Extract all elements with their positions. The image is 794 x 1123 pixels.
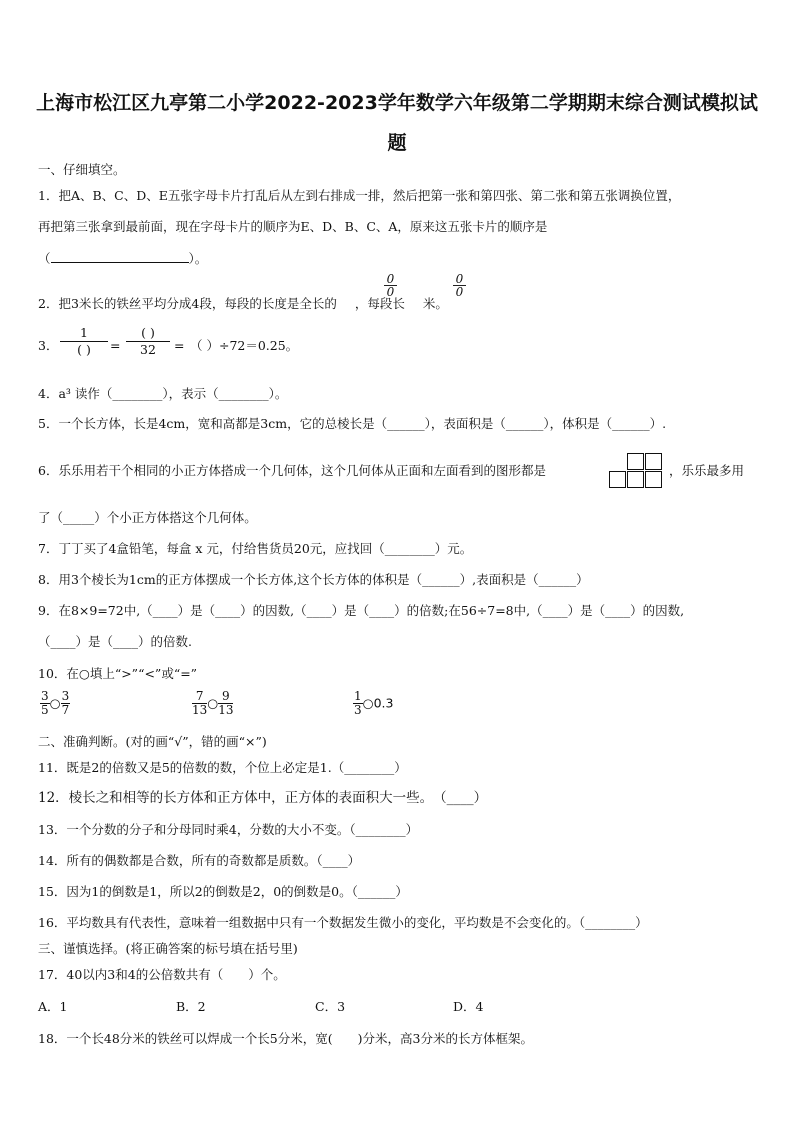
question-2-text-c: 米。 [422, 296, 448, 311]
question-6-part-c: 了（_____）个小正方体搭这个几何体。 [38, 510, 257, 525]
fraction-blank-1 [384, 273, 397, 298]
denominator: 3 [354, 703, 362, 717]
equals-sign-2: = [174, 338, 185, 353]
question-4: 4．a³ 读作（________），表示（________）。 [38, 386, 288, 401]
question-9-line2: （____）是（____）的倍数. [38, 634, 192, 649]
q3-fraction-1 [60, 325, 108, 358]
fraction [40, 690, 50, 717]
close-paren: ）。 [188, 251, 208, 266]
answer-blank[interactable] [51, 250, 189, 263]
question-5: 5．一个长方体，长是4cm，宽和高都是3cm，它的总棱长是（______），表面积是（______），体积是（______）. [38, 416, 667, 431]
option-b[interactable]: B．2 [176, 999, 206, 1014]
q3-numerator: 1 [60, 325, 108, 342]
compare-circle[interactable]: ○ [207, 695, 219, 711]
page-title-continued: 题 [387, 132, 407, 154]
numerator: 3 [61, 689, 70, 703]
page-title: 上海市松江区九亭第二小学2022-2023学年数学六年级第二学期期末综合测试模拟试 [36, 92, 758, 114]
question-2-text-b: ，每段长 [354, 296, 405, 311]
question-15: 15．因为1的倒数是1，所以2的倒数是2，0的倒数是0。（______） [38, 884, 408, 899]
numerator: 7 [192, 690, 207, 704]
question-1-line2: 再把第三张拿到最前面，现在字母卡片的顺序为E、D、B、C、A，原来这五张卡片的顺序是 [38, 219, 548, 234]
question-12: 12．棱长之和相等的长方体和正方体中，正方体的表面积大一些。 （____） [38, 790, 488, 806]
option-a[interactable]: A．1 [38, 999, 68, 1014]
question-14: 14．所有的偶数都是合数，所有的奇数都是质数。（____） [38, 853, 361, 868]
q3-denominator-2: 32 [140, 342, 156, 357]
three-view-grid-figure [609, 453, 665, 491]
question-6-part-b: ，乐乐最多用 [669, 463, 745, 478]
fraction-den: 0 [386, 285, 395, 299]
question-11: 11．既是2的倍数又是5的倍数的数，个位上必定是1.（________） [38, 760, 407, 775]
q3-fraction-2 [126, 325, 170, 358]
question-16: 16．平均数具有代表性，意味着一组数据中只有一个数据发生微小的变化，平均数是不会变化的。（________） [38, 915, 648, 930]
q10-item-3 [353, 690, 393, 717]
fraction-num: 0 [384, 273, 397, 286]
compare-circle[interactable]: ○ [362, 695, 374, 711]
question-3-label: 3． [38, 338, 59, 353]
numerator: 9 [218, 690, 233, 704]
question-9-line1: 9．在8×9=72中,（____）是（____）的因数,（____）是（____）的倍数;在56÷7=8中,（____）是（____）的因数, [38, 603, 685, 618]
grid-cell [627, 453, 644, 470]
q10-item-2 [192, 690, 233, 717]
question-1-answer [38, 250, 207, 267]
question-1-line1: 1．把A、B、C、D、E五张字母卡片打乱后从左到右排成一排，然后把第一张和第四张、第二张和第五张调换位置， [38, 188, 681, 203]
question-8: 8．用3个棱长为1cm的正方体摆成一个长方体,这个长方体的体积是（______）,表面积是（______） [38, 572, 589, 587]
section-heading-2: 二、准确判断。(对的画“√”，错的画“×”) [38, 734, 267, 749]
section-heading-1: 一、仔细填空。 [38, 162, 126, 177]
section-heading-3: 三、谨慎选择。(将正确答案的标号填在括号里) [38, 941, 298, 956]
fraction-den: 0 [455, 285, 464, 299]
option-d[interactable]: D．4 [453, 999, 484, 1014]
question-17: 17．40以内3和4的公倍数共有（ ）个。 [38, 967, 286, 982]
q3-numerator-2[interactable]: ( ) [126, 325, 170, 342]
question-7: 7．丁丁买了4盒铅笔，每盒 x 元，付给售货员20元，应找回（________）元。 [38, 541, 473, 556]
question-18: 18．一个长48分米的铁丝可以焊成一个长5分米，宽( )分米，高3分米的长方体框架。 [38, 1031, 533, 1046]
question-2-text-a: 2．把3米长的铁丝平均分成4段，每段的长度是全长的 [38, 296, 337, 311]
open-paren: （ [38, 251, 51, 266]
grid-cell [627, 471, 644, 488]
numerator: 3 [41, 689, 49, 703]
q3-denominator[interactable]: ( ) [77, 342, 91, 357]
fraction [61, 690, 71, 717]
fraction [192, 690, 207, 717]
denominator: 13 [218, 703, 234, 717]
equals-sign: = [110, 338, 121, 353]
option-c[interactable]: C．3 [315, 999, 346, 1014]
fraction-num: 0 [453, 273, 466, 286]
grid-cell [645, 471, 662, 488]
grid-cell [609, 471, 626, 488]
denominator: 7 [61, 703, 70, 717]
question-13: 13．一个分数的分子和分母同时乘4，分数的大小不变。（________） [38, 822, 419, 837]
denominator: 13 [192, 703, 208, 717]
numerator: 1 [354, 689, 362, 703]
compare-circle[interactable]: ○ [49, 695, 61, 711]
fraction [353, 690, 363, 717]
fraction [218, 690, 233, 717]
decimal-value: 0.3 [373, 695, 394, 711]
grid-cell [645, 453, 662, 470]
q10-item-1 [40, 690, 70, 717]
fraction-blank-2 [453, 273, 466, 298]
question-6-part-a: 6．乐乐用若干个相同的小正方体搭成一个几何体，这个几何体从正面和左面看到的图形都是 [38, 463, 546, 478]
question-10-prompt: 10．在○填上“>”“<”或“=” [38, 666, 198, 681]
q3-rest: （ ）÷72＝0.25。 [190, 338, 299, 353]
denominator: 5 [41, 703, 49, 717]
